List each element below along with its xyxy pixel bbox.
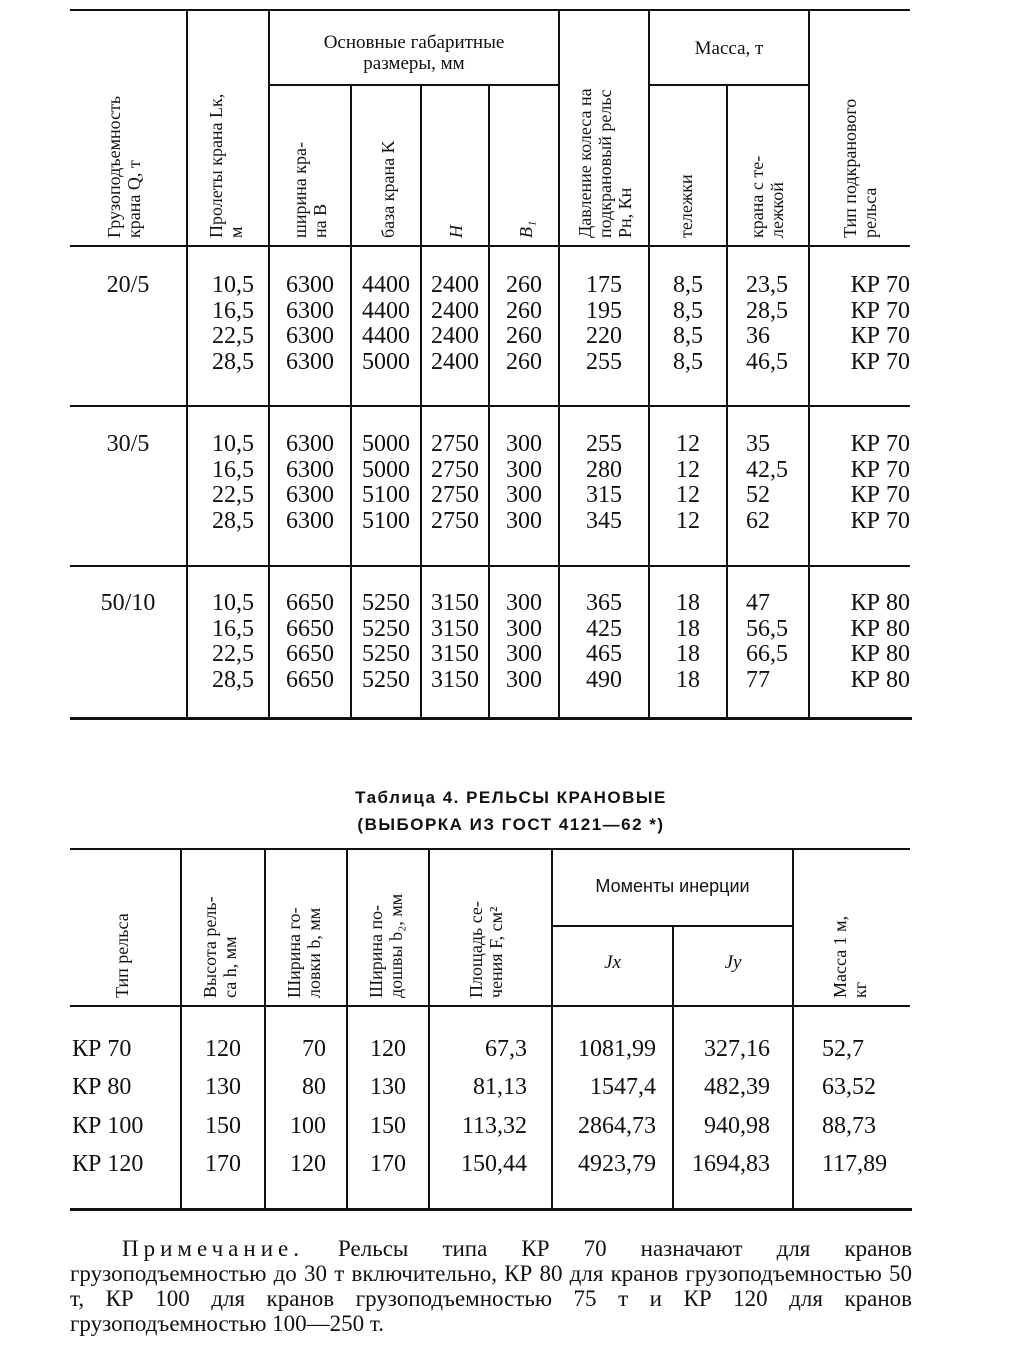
header-crane-with-trolley: крана с те- лежкой — [747, 155, 787, 238]
rail-cell-jy: 482,39 — [704, 1074, 770, 1101]
cell-mc: 47 — [746, 590, 770, 616]
rail-table-bottom-rule — [70, 1208, 912, 1211]
rail-cell-h: 150 — [205, 1112, 241, 1139]
cell-mc: 35 — [746, 431, 770, 457]
cell-span: 22,5 — [212, 323, 254, 350]
cell-rail: КР 80 — [850, 590, 910, 616]
rail-cell-jx: 2864,73 — [578, 1112, 656, 1139]
cell-span: 10,5 — [212, 272, 254, 298]
rail-cell-m: 117,89 — [822, 1150, 888, 1177]
cell-span: 28,5 — [212, 349, 254, 376]
cell-mc: 62 — [746, 508, 770, 535]
rail-cell-b: 100 — [290, 1112, 326, 1139]
cell-rail: КР 70 — [850, 431, 910, 457]
cell-b1: 300 — [506, 667, 542, 694]
capacity-cell: 20/5 — [106, 272, 150, 298]
cell-k: 5250 — [362, 641, 410, 668]
rail-header-head-width: Ширина го- ловки b, мм — [284, 907, 324, 998]
cell-mt: 12 — [676, 456, 700, 483]
rail-header-bottom-rule — [70, 1005, 910, 1007]
cell-k: 5100 — [362, 508, 410, 535]
rail-cell-b2: 150 — [370, 1112, 406, 1139]
rail-cell-type: КР 120 — [72, 1150, 144, 1177]
cell-mt: 18 — [676, 590, 700, 616]
cell-rail: КР 70 — [850, 349, 910, 376]
header-span: Пролеты крана Lк, м — [206, 93, 246, 238]
header-width-b: ширина кра- на B — [290, 142, 330, 238]
header-capacity: Грузоподъемность крана Q, т — [104, 95, 144, 238]
rail-cell-jy: 940,98 — [704, 1112, 770, 1139]
rail-cell-h: 170 — [205, 1150, 241, 1177]
cell-p: 490 — [586, 667, 622, 694]
cell-k: 5100 — [362, 482, 410, 509]
cell-p: 315 — [586, 482, 622, 509]
cell-k: 5250 — [362, 590, 410, 616]
cell-mt: 18 — [676, 615, 700, 642]
rail-header-jy: Jy — [724, 952, 742, 973]
cell-mt: 8,5 — [673, 297, 703, 324]
cell-h: 2400 — [431, 272, 479, 298]
table-bottom-rule — [70, 717, 912, 720]
header-trolley: тележки — [676, 174, 696, 238]
cell-rail: КР 70 — [850, 323, 910, 350]
rail-header-height: Высота рель- са h, мм — [200, 896, 240, 998]
rail-cell-type: КР 100 — [72, 1112, 144, 1139]
cell-span: 28,5 — [212, 667, 254, 694]
cell-mt: 12 — [676, 508, 700, 535]
rail-cell-b2: 170 — [370, 1150, 406, 1177]
cell-span: 16,5 — [212, 456, 254, 483]
rail-cell-f: 113,32 — [461, 1112, 527, 1139]
rail-header-type: Тип рельса — [112, 913, 132, 998]
cell-mc: 28,5 — [746, 297, 788, 324]
rail-cell-jy: 1694,83 — [692, 1150, 770, 1177]
cell-b: 6300 — [286, 297, 334, 324]
cell-p: 255 — [586, 349, 622, 376]
cell-k: 5000 — [362, 349, 410, 376]
cell-b1: 300 — [506, 615, 542, 642]
rail-cell-f: 150,44 — [461, 1150, 527, 1177]
cell-k: 4400 — [362, 297, 410, 324]
rail-cell-jy: 327,16 — [704, 1036, 770, 1062]
cell-p: 255 — [586, 431, 622, 457]
cell-p: 345 — [586, 508, 622, 535]
cell-b: 6300 — [286, 272, 334, 298]
cell-p: 175 — [586, 272, 622, 298]
cell-rail: КР 70 — [850, 272, 910, 298]
cell-b: 6300 — [286, 508, 334, 535]
cell-rail: КР 80 — [850, 615, 910, 642]
cell-b1: 300 — [506, 456, 542, 483]
cell-h: 2750 — [431, 482, 479, 509]
cell-b: 6650 — [286, 667, 334, 694]
cell-mc: 56,5 — [746, 615, 788, 642]
rail-cell-jx: 4923,79 — [578, 1150, 656, 1177]
cell-mc: 66,5 — [746, 641, 788, 668]
cell-k: 5000 — [362, 456, 410, 483]
rail-cell-f: 81,13 — [473, 1074, 527, 1101]
cell-mt: 12 — [676, 431, 700, 457]
cell-b: 6650 — [286, 590, 334, 616]
header-wheel-pressure: Давление колеса на подкрановый рельс Pн, Кн — [575, 88, 635, 238]
cell-h: 2750 — [431, 456, 479, 483]
cell-rail: КР 80 — [850, 641, 910, 668]
cell-b: 6300 — [286, 431, 334, 457]
capacity-cell: 30/5 — [106, 431, 150, 457]
rail-cell-b2: 120 — [370, 1036, 406, 1062]
cell-h: 3150 — [431, 641, 479, 668]
cell-mc: 36 — [746, 323, 770, 350]
cell-rail: КР 70 — [850, 456, 910, 483]
rail-header-inertia-group: Моменты инерции — [595, 876, 750, 896]
header-dims-group: Основные габаритные размеры, мм — [323, 32, 505, 74]
table4-caption-line2: (ВЫБОРКА ИЗ ГОСТ 4121—62 *) — [357, 815, 665, 834]
footnote — [70, 1236, 912, 1336]
cell-mc: 42,5 — [746, 456, 788, 483]
cell-b1: 260 — [506, 297, 542, 324]
rail-cell-m: 63,52 — [822, 1074, 876, 1101]
cell-k: 4400 — [362, 323, 410, 350]
cell-b: 6300 — [286, 482, 334, 509]
cell-k: 5000 — [362, 431, 410, 457]
cell-mc: 46,5 — [746, 349, 788, 376]
cell-b1: 300 — [506, 482, 542, 509]
table4-caption-line1: Таблица 4. РЕЛЬСЫ КРАНОВЫЕ — [355, 788, 667, 807]
cell-b: 6300 — [286, 349, 334, 376]
cell-mc: 23,5 — [746, 272, 788, 298]
cell-b: 6300 — [286, 323, 334, 350]
cell-b1: 300 — [506, 431, 542, 457]
cell-p: 280 — [586, 456, 622, 483]
header-b1: B₁ — [516, 220, 536, 238]
dims-group-rule — [268, 84, 558, 86]
rail-cell-jx: 1081,99 — [578, 1036, 656, 1062]
rail-header-jx: Jx — [604, 952, 621, 973]
cell-rail: КР 70 — [850, 482, 910, 509]
cell-span: 10,5 — [212, 590, 254, 616]
cell-rail: КР 80 — [850, 667, 910, 694]
cell-mt: 12 — [676, 482, 700, 509]
rail-table-top-rule — [70, 848, 910, 850]
rail-cell-f: 67,3 — [485, 1036, 527, 1062]
cell-mt: 8,5 — [673, 272, 703, 298]
cell-b1: 260 — [506, 349, 542, 376]
cell-b1: 300 — [506, 641, 542, 668]
group-divider-2 — [70, 565, 910, 567]
cell-p: 195 — [586, 297, 622, 324]
footnote-label: Примечание. — [122, 1236, 304, 1261]
cell-span: 22,5 — [212, 641, 254, 668]
cell-b1: 260 — [506, 323, 542, 350]
cell-p: 220 — [586, 323, 622, 350]
cell-b1: 260 — [506, 272, 542, 298]
cell-p: 465 — [586, 641, 622, 668]
rail-cell-jx: 1547,4 — [590, 1074, 656, 1101]
cell-span: 16,5 — [212, 615, 254, 642]
rail-cell-b: 120 — [290, 1150, 326, 1177]
header-rail-type: Тип подкранового рельса — [840, 98, 880, 238]
cell-p: 425 — [586, 615, 622, 642]
rail-cell-type: КР 70 — [72, 1036, 132, 1062]
group-divider-1 — [70, 405, 910, 407]
header-mass-group: Масса, т — [694, 38, 764, 59]
cell-h: 2400 — [431, 297, 479, 324]
rail-header-mass: Масса 1 м, кг — [830, 915, 870, 998]
cell-mt: 8,5 — [673, 323, 703, 350]
cell-b: 6650 — [286, 641, 334, 668]
cell-h: 3150 — [431, 615, 479, 642]
cell-mt: 18 — [676, 641, 700, 668]
cell-h: 3150 — [431, 590, 479, 616]
cell-h: 2750 — [431, 431, 479, 457]
rail-cell-m: 88,73 — [822, 1112, 876, 1139]
rail-cell-b: 80 — [302, 1074, 326, 1101]
header-h: H — [446, 225, 466, 238]
cell-mt: 18 — [676, 667, 700, 694]
cell-h: 2750 — [431, 508, 479, 535]
cell-span: 10,5 — [212, 431, 254, 457]
rail-header-area: Площадь се- чения F, см² — [466, 901, 506, 998]
cell-mc: 77 — [746, 667, 770, 694]
rail-cell-b2: 130 — [370, 1074, 406, 1101]
rail-header-base-width: Ширина по- дошвы b₂, мм — [366, 893, 406, 998]
rail-cell-h: 120 — [205, 1036, 241, 1062]
rail-cell-type: КР 80 — [72, 1074, 132, 1101]
rail-cell-b: 70 — [302, 1036, 326, 1062]
cell-b1: 300 — [506, 590, 542, 616]
cell-span: 28,5 — [212, 508, 254, 535]
cell-k: 4400 — [362, 272, 410, 298]
cell-k: 5250 — [362, 615, 410, 642]
mass-group-rule — [648, 84, 808, 86]
table-top-rule — [70, 9, 910, 11]
cell-k: 5250 — [362, 667, 410, 694]
cell-mc: 52 — [746, 482, 770, 509]
cell-h: 2400 — [431, 349, 479, 376]
cell-p: 365 — [586, 590, 622, 616]
capacity-cell: 50/10 — [100, 590, 156, 616]
cell-rail: КР 70 — [850, 297, 910, 324]
rail-cell-h: 130 — [205, 1074, 241, 1101]
cell-rail: КР 70 — [850, 508, 910, 535]
cell-mt: 8,5 — [673, 349, 703, 376]
footnote-text: Рельсы типа КР 70 назначают для кранов грузоподъемностью до 30 т включительно, КР 80 для кранов грузоподъемностью 50 т, КР 100 для кранов грузоподъемностью 75 т и КР 120 для кранов грузоподъемностью 100—250 т. — [70, 1236, 912, 1336]
header-bottom-rule — [70, 245, 910, 247]
cell-b: 6300 — [286, 456, 334, 483]
cell-b: 6650 — [286, 615, 334, 642]
cell-b1: 300 — [506, 508, 542, 535]
cell-h: 3150 — [431, 667, 479, 694]
rail-cell-m: 52,7 — [822, 1036, 864, 1062]
cell-span: 16,5 — [212, 297, 254, 324]
header-base-k: база крана K — [378, 140, 398, 238]
cell-span: 22,5 — [212, 482, 254, 509]
cell-h: 2400 — [431, 323, 479, 350]
